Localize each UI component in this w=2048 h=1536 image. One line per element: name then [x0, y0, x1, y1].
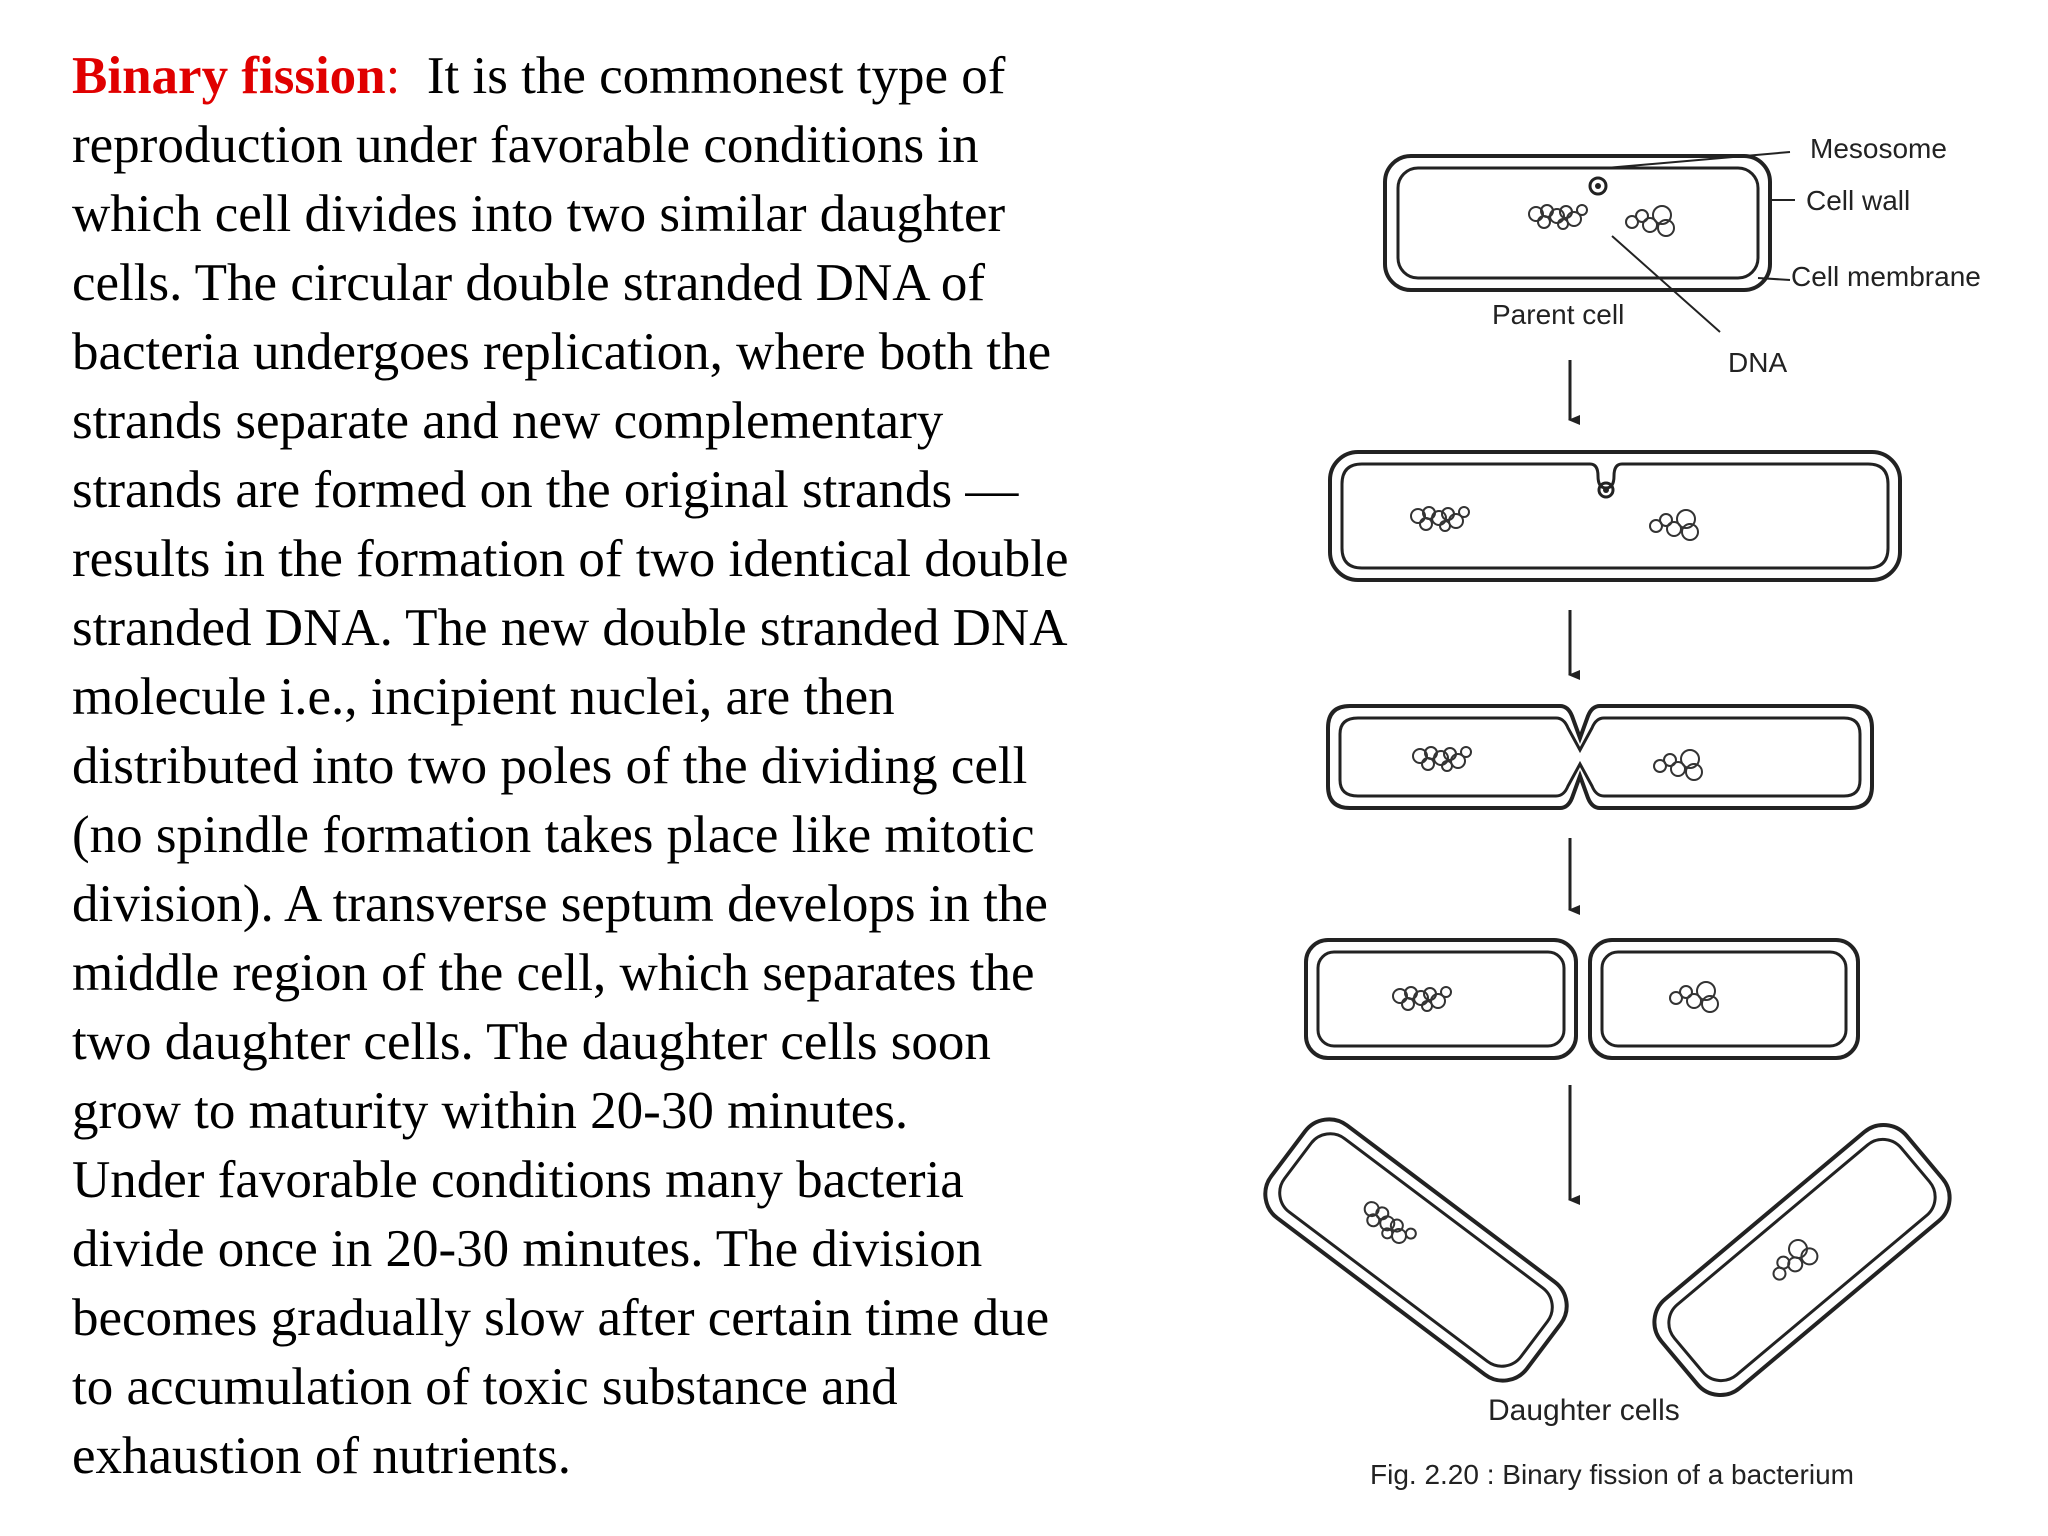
- paragraph-line: becomes gradually slow after certain time due: [72, 1289, 1050, 1347]
- septum-forming-cell: [1328, 706, 1872, 808]
- paragraph-line-1: [72, 42, 1182, 111]
- separated-daughter-cells: [1306, 940, 1858, 1058]
- paragraph-line: bacteria undergoes replication, where both the: [72, 323, 1052, 381]
- label-mesosome: Mesosome: [1810, 133, 1947, 164]
- paragraph: [72, 42, 1182, 1491]
- label-cell-wall: Cell wall: [1806, 185, 1911, 216]
- paragraph-text: It is the commonest type of: [400, 47, 1006, 105]
- paragraph-line: stranded DNA. The new double stranded DNA: [72, 599, 1068, 657]
- daughter-cell-right: [1642, 1113, 1962, 1408]
- paragraph-line: results in the formation of two identical double: [72, 530, 1069, 588]
- paragraph-line: grow to maturity within 20-30 minutes.: [72, 1082, 909, 1140]
- figure-drawing: [1250, 110, 2030, 1530]
- paragraph-line: cells. The circular double stranded DNA of: [72, 254, 985, 312]
- term-binary-fission: Binary fission: [72, 47, 386, 105]
- paragraph-line: division). A transverse septum develops in the: [72, 875, 1048, 933]
- paragraph-line: strands separate and new complementary: [72, 392, 944, 450]
- label-cell-membrane: Cell membrane: [1791, 261, 1981, 292]
- paragraph-line: to accumulation of toxic substance and: [72, 1358, 898, 1416]
- paragraph-line: two daughter cells. The daughter cells soon: [72, 1013, 991, 1071]
- label-parent-cell: Parent cell: [1492, 299, 1625, 330]
- paragraph-line: exhaustion of nutrients.: [72, 1427, 571, 1485]
- label-daughter-cells: Daughter cells: [1488, 1394, 1680, 1427]
- paragraph-line: divide once in 20-30 minutes. The division: [72, 1220, 983, 1278]
- paragraph-line: strands are formed on the original strands —: [72, 461, 1019, 519]
- label-dna: DNA: [1728, 347, 1788, 378]
- term-colon: :: [385, 47, 401, 105]
- parent-cell: [1385, 156, 1770, 290]
- paragraph-line: Under favorable conditions many bacteria: [72, 1151, 964, 1209]
- figure-caption: Fig. 2.20 : Binary fission of a bacterium: [1370, 1459, 1854, 1490]
- paragraph-line: molecule i.e., incipient nuclei, are then: [72, 668, 895, 726]
- replicated-cell: [1330, 452, 1900, 580]
- binary-fission-figure: [1250, 110, 2030, 1530]
- paragraph-line: which cell divides into two similar daughter: [72, 185, 1006, 243]
- paragraph-line: distributed into two poles of the dividing cell: [72, 737, 1028, 795]
- paragraph-line: (no spindle formation takes place like mitotic: [72, 806, 1035, 864]
- paragraph-line: middle region of the cell, which separates the: [72, 944, 1035, 1002]
- daughter-cell-left: [1253, 1107, 1578, 1392]
- paragraph-line: reproduction under favorable conditions in: [72, 116, 979, 174]
